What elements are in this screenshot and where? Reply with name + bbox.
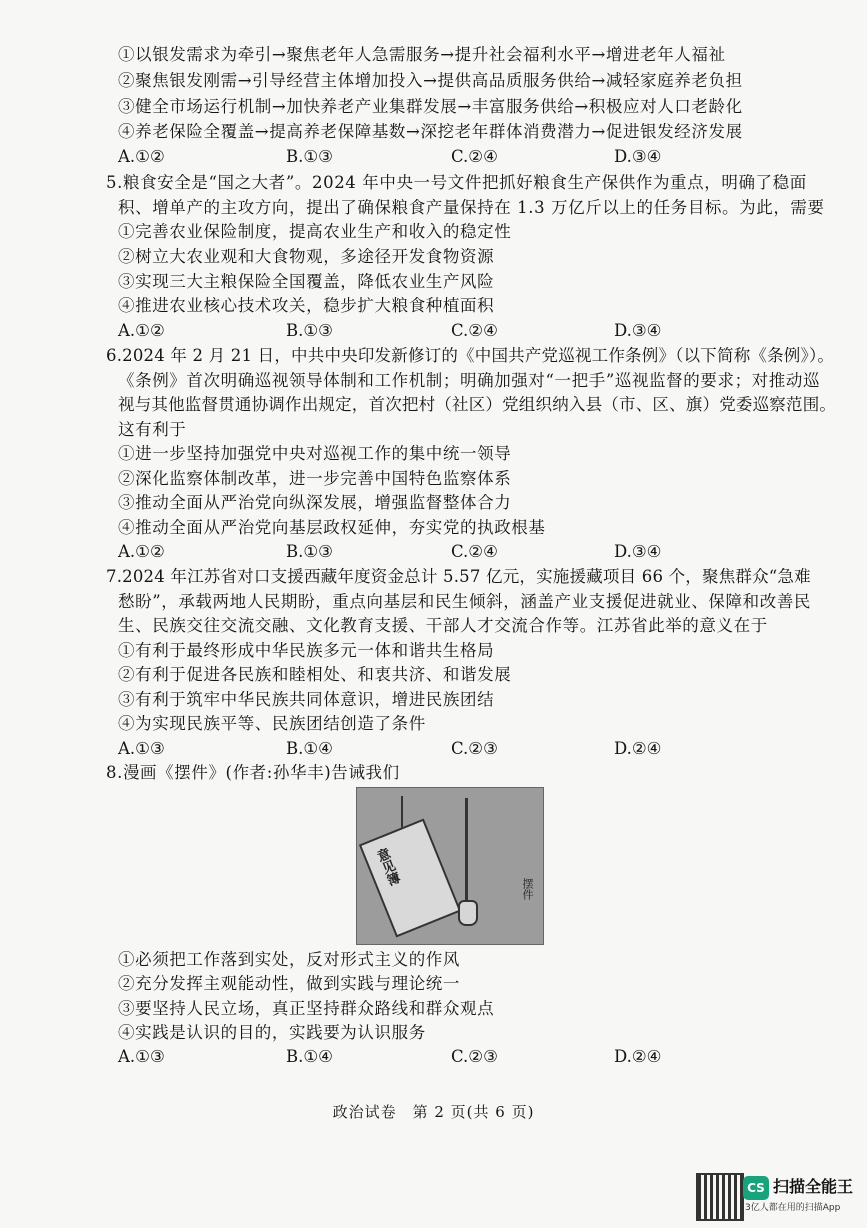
q8-option-b: B.①④ xyxy=(286,1047,333,1066)
q6-stem-line-1: 6.2024 年 2 月 21 日，中共中央印发新修订的《中国共产党巡视工作条例》（以下简称《条例》）。 xyxy=(106,346,835,365)
cartoon-suggestion-book xyxy=(359,819,461,938)
q7-option-a: A.①③ xyxy=(118,739,165,758)
q6-option-b: B.①③ xyxy=(286,542,333,561)
q7-stem-line-1: 7.2024 年江苏省对口支援西藏年度资金总计 5.57 亿元，实施援藏项目 66 个，聚焦群众“急难 xyxy=(106,567,811,586)
q8-item-2: ②充分发挥主观能动性，做到实践与理论统一 xyxy=(118,974,460,993)
q6-item-1: ①进一步坚持加强党中央对巡视工作的集中统一领导 xyxy=(118,444,512,463)
q4-item-1: ①以银发需求为牵引→聚焦老年人急需服务→提升社会福利水平→增进老年人福祉 xyxy=(118,45,726,64)
q7-item-1: ①有利于最终形成中华民族多元一体和谐共生格局 xyxy=(118,641,495,660)
cartoon-note-title: 意见簿 xyxy=(372,846,402,889)
q5-option-c: C.②④ xyxy=(451,321,498,340)
q7-item-2: ②有利于促进各民族和睦相处、和衷共济、和谐发展 xyxy=(118,665,512,684)
q8-item-3: ③要坚持人民立场，真正坚持群众路线和群众观点 xyxy=(118,999,495,1018)
q5-item-2: ②树立大农业观和大食物观，多途径开发食物资源 xyxy=(118,247,495,266)
cartoon-title: 摆件 xyxy=(521,878,534,900)
cartoon-hand-icon xyxy=(458,900,478,926)
scanner-app-name: 扫描全能王 xyxy=(773,1177,854,1196)
q5-item-4: ④推进农业核心技术攻关，稳步扩大粮食种植面积 xyxy=(118,296,495,315)
q4-item-3: ③健全市场运行机制→加快养老产业集群发展→丰富服务供给→积极应对人口老龄化 xyxy=(118,97,743,116)
q6-item-3: ③推动全面从严治党向纵深发展，增强监督整体合力 xyxy=(118,493,512,512)
q8-item-1: ①必须把工作落到实处，反对形式主义的作风 xyxy=(118,950,460,969)
q4-option-b: B.①③ xyxy=(286,147,333,166)
q6-item-2: ②深化监察体制改革，进一步完善中国特色监察体系 xyxy=(118,469,512,488)
q4-option-a: A.①② xyxy=(118,147,165,166)
scanner-tagline: 3亿人都在用的扫描App xyxy=(745,1203,841,1213)
q6-item-4: ④推动全面从严治党向基层政权延伸，夯实党的执政根基 xyxy=(118,518,546,537)
q7-item-3: ③有利于筑牢中华民族共同体意识，增进民族团结 xyxy=(118,690,495,709)
cartoon-back-scratcher xyxy=(465,798,468,902)
q6-option-d: D.③④ xyxy=(614,542,662,561)
q5-item-1: ①完善农业保险制度，提高农业生产和收入的稳定性 xyxy=(118,222,512,241)
q8-option-d: D.②④ xyxy=(614,1047,662,1066)
q4-option-c: C.②④ xyxy=(451,147,498,166)
q7-option-d: D.②④ xyxy=(614,739,662,758)
q6-stem-line-3: 视与其他监督贯通协调作出规定，首次把村（社区）党组织纳入县（市、区、旗）党委巡察范围。 xyxy=(118,395,837,414)
q8-option-c: C.②③ xyxy=(451,1047,498,1066)
q5-stem-line-1: 5.粮食安全是“国之大者”。2024 年中央一号文件把抓好粮食生产保供作为重点，明确了稳面 xyxy=(106,173,807,192)
q7-item-4: ④为实现民族平等、民族团结创造了条件 xyxy=(118,714,426,733)
q8-stem: 8.漫画《摆件》(作者:孙华丰)告诫我们 xyxy=(106,763,400,782)
q4-item-2: ②聚焦银发刚需→引导经营主体增加投入→提供高品质服务供给→减轻家庭养老负担 xyxy=(118,71,743,90)
page-footer: 政治试卷 第 2 页(共 6 页) xyxy=(332,1103,535,1121)
q6-stem-line-2: 《条例》首次明确巡视领导体制和工作机制；明确加强对“一把手”巡视监督的要求；对推动巡 xyxy=(118,371,821,390)
q7-stem-line-3: 生、民族交往交流交融、文化教育支援、干部人才交流合作等。江苏省此举的意义在于 xyxy=(118,616,768,635)
q8-option-a: A.①③ xyxy=(118,1047,165,1066)
q5-option-a: A.①② xyxy=(118,321,165,340)
q6-stem-line-4: 这有利于 xyxy=(118,420,187,439)
qr-code-icon xyxy=(696,1173,744,1221)
q6-option-a: A.①② xyxy=(118,542,165,561)
q5-item-3: ③实现三大主粮保险全国覆盖，降低农业生产风险 xyxy=(118,272,495,291)
camscanner-logo: CS xyxy=(743,1176,769,1200)
q7-option-b: B.①④ xyxy=(286,739,333,758)
q6-option-c: C.②④ xyxy=(451,542,498,561)
q7-stem-line-2: 愁盼”，承载两地人民期盼，重点向基层和民生倾斜，涵盖产业支援促进就业、保障和改善民 xyxy=(118,592,812,611)
q8-item-4: ④实践是认识的目的，实践要为认识服务 xyxy=(118,1023,426,1042)
q5-option-d: D.③④ xyxy=(614,321,662,340)
q7-option-c: C.②③ xyxy=(451,739,498,758)
cartoon-image xyxy=(356,787,544,945)
q5-stem-line-2: 积、增单产的主攻方向，提出了确保粮食产量保持在 1.3 万亿斤以上的任务目标。为此，需要 xyxy=(118,198,825,217)
q4-option-d: D.③④ xyxy=(614,147,662,166)
q5-option-b: B.①③ xyxy=(286,321,333,340)
q4-item-4: ④养老保险全覆盖→提高养老保障基数→深挖老年群体消费潜力→促进银发经济发展 xyxy=(118,122,743,141)
